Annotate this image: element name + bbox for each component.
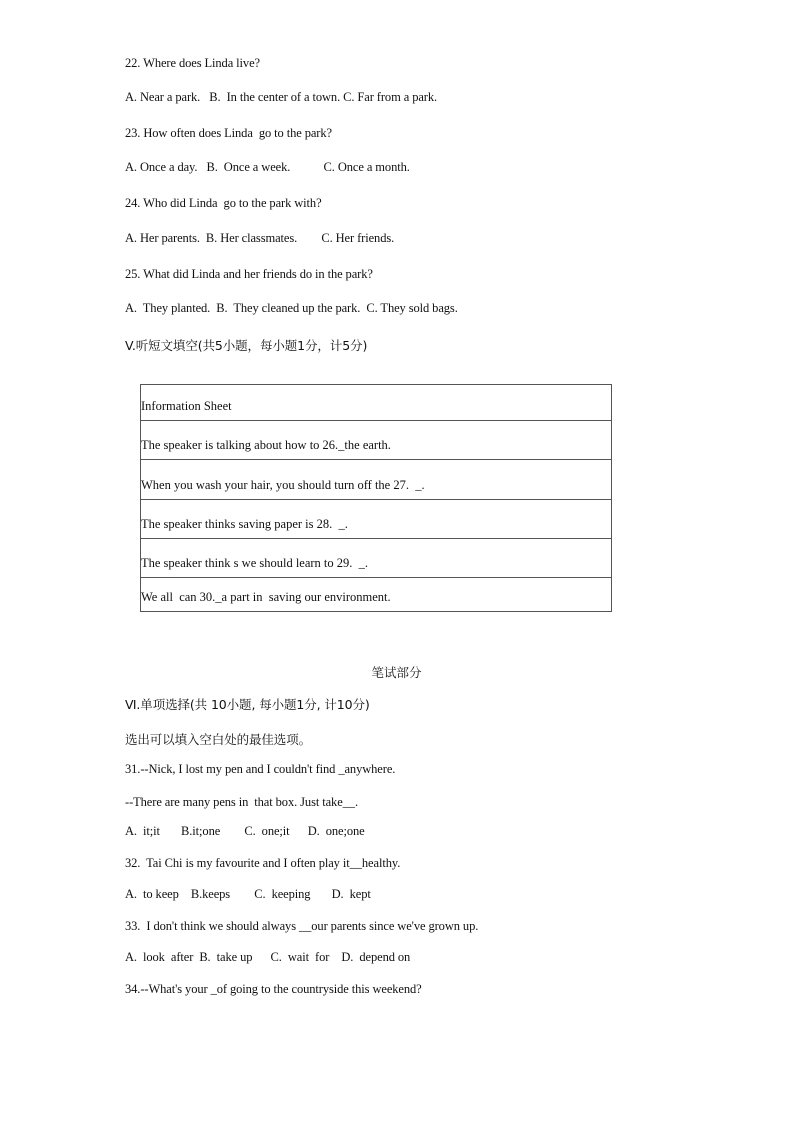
- table-cell: Information Sheet: [141, 399, 232, 413]
- table-cell: We all can 30._a part in saving our environment.: [141, 590, 391, 604]
- table-row: [141, 577, 611, 611]
- table-row: [141, 538, 611, 578]
- question-33-options: A. look after B. take up C. wait for D. depend on: [125, 950, 411, 964]
- question-31-reply: --There are many pens in that box. Just take__.: [125, 795, 358, 809]
- question-32: 32. Tai Chi is my favourite and I often play it__healthy.: [125, 856, 401, 870]
- table-cell: The speaker thinks saving paper is 28. _.: [141, 517, 348, 531]
- table-cell: When you wash your hair, you should turn off the 27. _.: [141, 478, 425, 492]
- question-32-options: A. to keep B.keeps C. keeping D. kept: [125, 887, 371, 901]
- question-24: 24. Who did Linda go to the park with?: [125, 196, 322, 210]
- section-6-title: Ⅵ.单项选择(共 10小题, 每小题1分, 计10分): [125, 697, 370, 712]
- question-31: 31.--Nick, I lost my pen and I couldn't find _anywhere.: [125, 762, 396, 776]
- question-22-options: A. Near a park. B. In the center of a town. C. Far from a park.: [125, 90, 438, 104]
- table-row: [141, 420, 611, 460]
- question-24-options: A. Her parents. B. Her classmates. C. Her friends.: [125, 231, 395, 245]
- table-cell: The speaker think s we should learn to 29. _.: [141, 556, 369, 570]
- information-sheet-table: [140, 384, 612, 612]
- question-23: 23. How often does Linda go to the park?: [125, 126, 332, 140]
- table-row: [141, 459, 611, 500]
- section-5-title: V.听短文填空(共5小题，每小题1分，计5分): [125, 338, 368, 353]
- section-6-instruction: 选出可以填入空白处的最佳选项。: [125, 732, 312, 747]
- question-33: 33. I don't think we should always __our parents since we've grown up.: [125, 919, 479, 933]
- table-cell: The speaker is talking about how to 26._the earth.: [141, 438, 391, 452]
- question-22: 22. Where does Linda live?: [125, 56, 260, 70]
- question-25-options: A. They planted. B. They cleaned up the park. C. They sold bags.: [125, 301, 458, 315]
- table-row: [141, 385, 611, 421]
- table-row: [141, 499, 611, 539]
- question-25: 25. What did Linda and her friends do in the park?: [125, 267, 373, 281]
- written-part-title: 笔试部分: [371, 665, 422, 680]
- question-31-options: A. it;it B.it;one C. one;it D. one;one: [125, 824, 365, 838]
- question-23-options: A. Once a day. B. Once a week. C. Once a month.: [125, 160, 410, 174]
- question-34: 34.--What's your _of going to the countryside this weekend?: [125, 982, 422, 996]
